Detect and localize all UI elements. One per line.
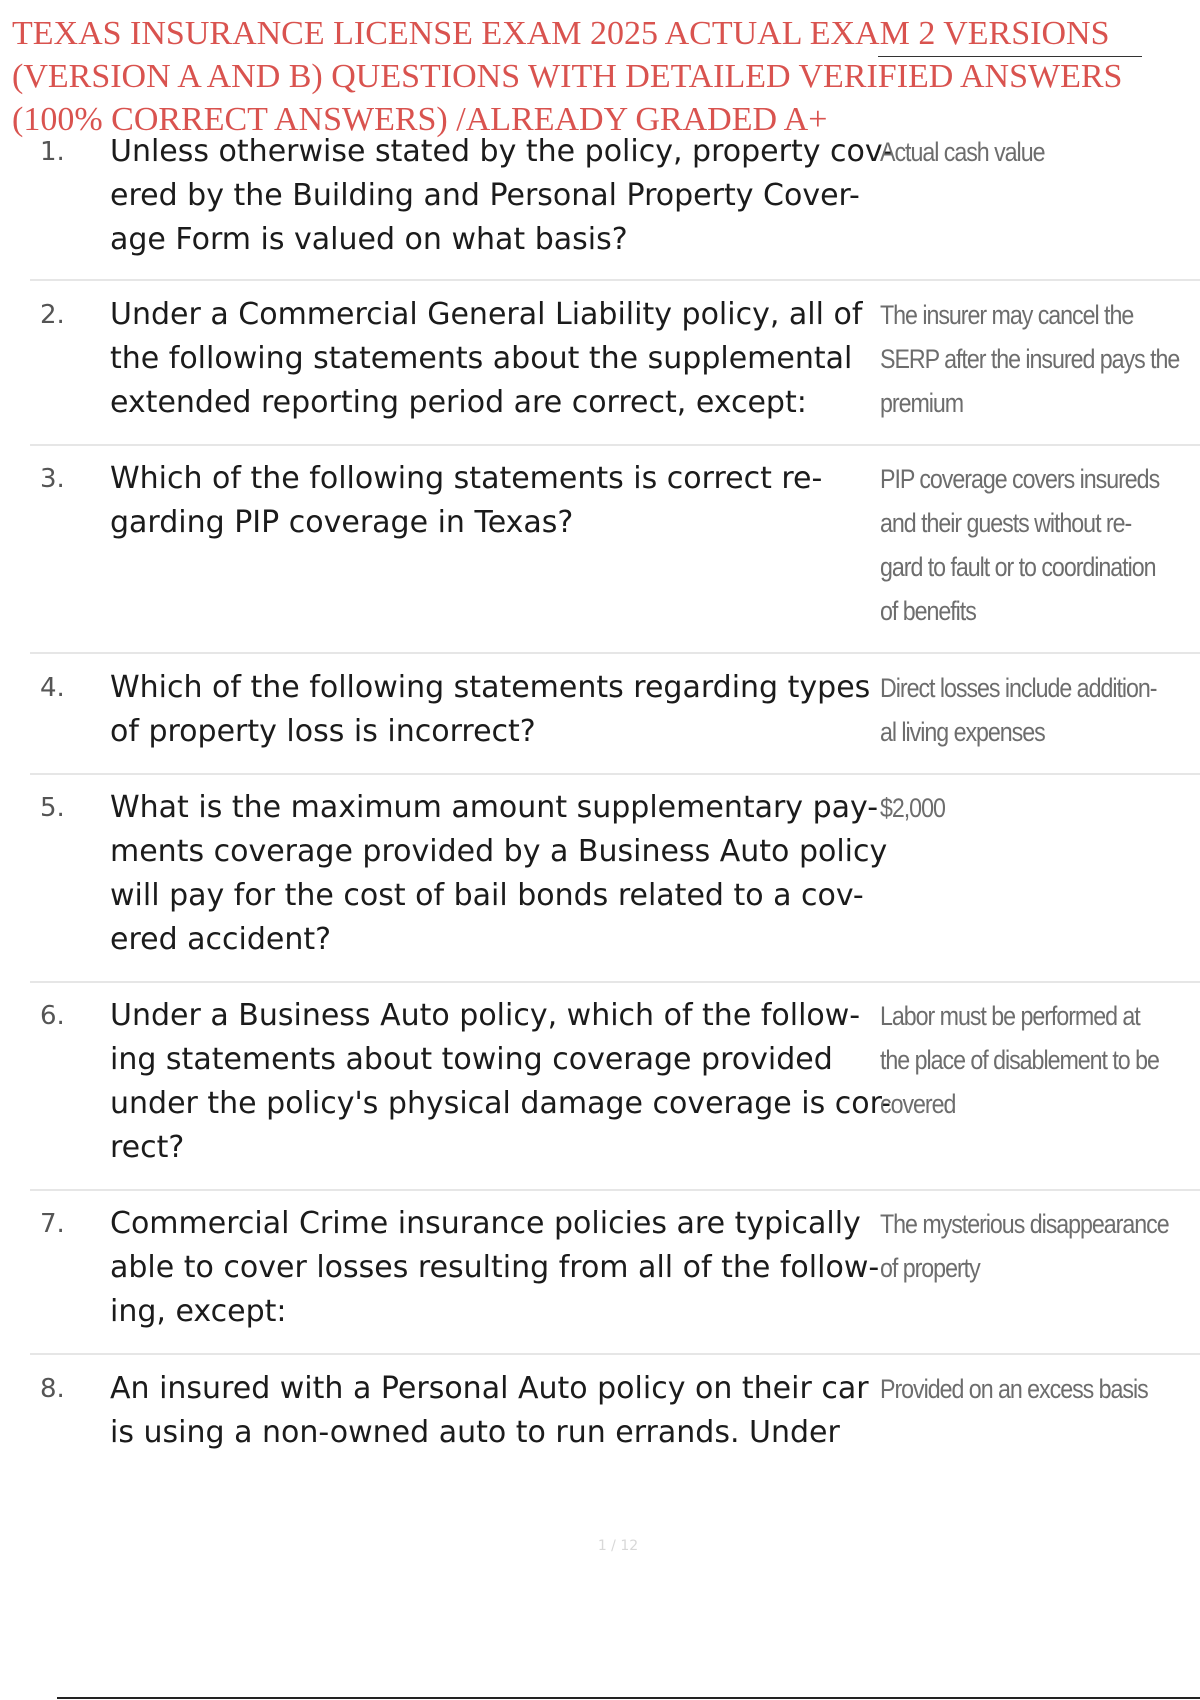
answer-line: SERP after the insured pays the (880, 344, 1180, 374)
answer-text (880, 1202, 1169, 1290)
question-number: 3. (40, 464, 65, 494)
answer-line: of benefits (880, 596, 976, 626)
row-divider (30, 773, 1200, 775)
question-text (110, 666, 900, 754)
question-line: ments coverage provided by a Business Auto policy (110, 834, 888, 869)
title-line: TEXAS INSURANCE LICENSE EXAM 2025 ACTUAL EXAM 2 VERSIONS (12, 15, 1110, 52)
question-line: of property loss is incorrect? (110, 714, 536, 749)
question-line: able to cover losses resulting from all of the follow- (110, 1250, 880, 1285)
question-text (110, 130, 900, 262)
answer-line: Direct losses include addition- (880, 673, 1157, 703)
question-answer-list (30, 0, 1200, 1700)
question-number: 4. (40, 673, 65, 703)
question-line: Commercial Crime insurance policies are typically (110, 1206, 861, 1241)
question-line: Unless otherwise stated by the policy, property cov- (110, 134, 893, 169)
answer-line: of property (880, 1253, 980, 1283)
question-line: ered accident? (110, 922, 332, 957)
question-line: will pay for the cost of bail bonds related to a cov- (110, 878, 864, 913)
question-text (110, 994, 900, 1170)
row-divider (30, 1189, 1200, 1191)
question-line: age Form is valued on what basis? (110, 222, 628, 257)
answer-line: al living expenses (880, 717, 1045, 747)
row-divider (30, 981, 1200, 983)
question-text (110, 1367, 900, 1455)
question-text (110, 457, 900, 545)
answer-line: and their guests without re- (880, 508, 1132, 538)
question-number: 6. (40, 1001, 65, 1031)
question-line: Which of the following statements regarding types (110, 670, 871, 705)
question-number: 7. (40, 1209, 65, 1239)
question-text (110, 1202, 900, 1334)
answer-line: Actual cash value (880, 137, 1045, 167)
question-line: ing, except: (110, 1294, 287, 1329)
answer-line: covered (880, 1089, 956, 1119)
question-text (110, 786, 900, 962)
answer-line: Provided on an excess basis (880, 1374, 1148, 1404)
answer-line: The mysterious disappearance (880, 1209, 1169, 1239)
answer-line: gard to fault or to coordination (880, 552, 1156, 582)
question-number: 1. (40, 137, 65, 167)
question-number: 8. (40, 1374, 65, 1404)
question-line: An insured with a Personal Auto policy on their car (110, 1371, 869, 1406)
page-number: 1 / 12 (597, 1538, 639, 1554)
answer-line: $2,000 (880, 793, 945, 823)
question-line: garding PIP coverage in Texas? (110, 505, 574, 540)
question-line: What is the maximum amount supplementary pay- (110, 790, 879, 825)
bottom-rule (57, 1697, 1200, 1699)
answer-text (880, 786, 1155, 830)
answer-line: premium (880, 388, 964, 418)
question-line: extended reporting period are correct, except: (110, 385, 807, 420)
question-line: ing statements about towing coverage provided (110, 1042, 833, 1077)
answer-text (880, 457, 1160, 633)
answer-text (880, 293, 1180, 425)
question-line: Under a Commercial General Liability policy, all of (110, 297, 863, 332)
answer-text (880, 130, 1155, 174)
question-number: 2. (40, 300, 65, 330)
answer-text (880, 994, 1159, 1126)
row-divider (30, 652, 1200, 654)
title-line: (VERSION A AND B) QUESTIONS WITH DETAILED VERIFIED ANSWERS (12, 58, 1123, 95)
row-divider (30, 279, 1200, 281)
question-line: Which of the following statements is correct re- (110, 461, 823, 496)
row-divider (30, 1353, 1200, 1355)
question-line: Under a Business Auto policy, which of the follow- (110, 998, 861, 1033)
answer-line: PIP coverage covers insureds (880, 464, 1160, 494)
question-line: rect? (110, 1130, 185, 1165)
question-line: ered by the Building and Personal Property Cover- (110, 178, 860, 213)
answer-line: Labor must be performed at (880, 1001, 1140, 1031)
question-text (110, 293, 900, 425)
question-line: is using a non-owned auto to run errands. Under (110, 1415, 840, 1450)
title-line: (100% CORRECT ANSWERS) /ALREADY GRADED A+ (12, 101, 828, 138)
answer-text (880, 1367, 1155, 1411)
answer-line: The insurer may cancel the (880, 300, 1134, 330)
question-line: the following statements about the supplemental (110, 341, 853, 376)
question-number: 5. (40, 793, 65, 823)
row-divider (30, 444, 1200, 446)
question-line: under the policy's physical damage coverage is cor- (110, 1086, 891, 1121)
answer-text (880, 666, 1155, 754)
answer-line: the place of disablement to be (880, 1045, 1159, 1075)
